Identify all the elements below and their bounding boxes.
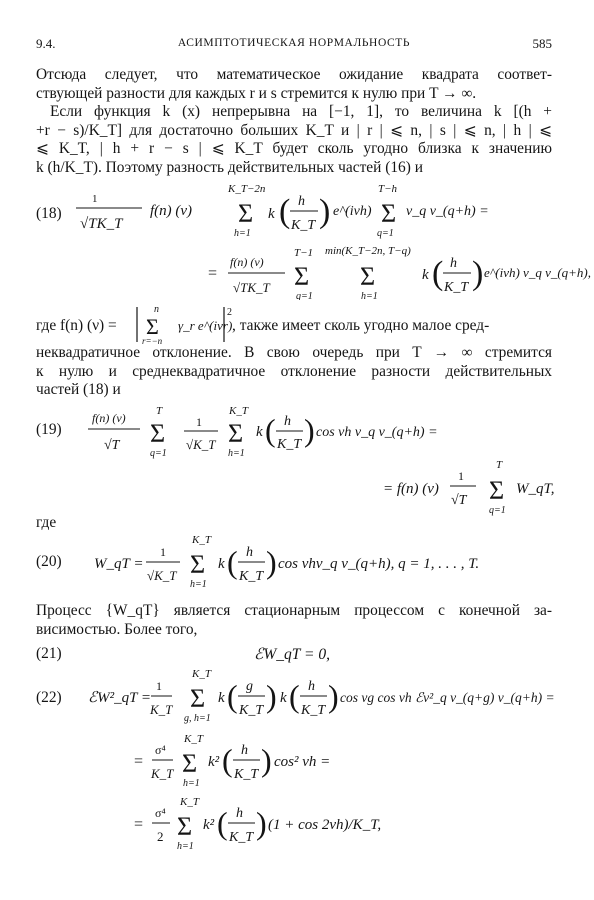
equation-label-18: (18) [36, 205, 62, 222]
sum-lower-limit: h=1 [190, 579, 207, 590]
frac-numerator: 1 [458, 469, 464, 483]
sum-sign: Σ [177, 812, 193, 841]
frac-denominator: K_T [150, 702, 173, 717]
sum-upper-limit: K_T [184, 733, 203, 745]
paren-right: ) [256, 805, 267, 841]
kernel-squared: k² [208, 754, 220, 770]
definition-tail: , также имеет сколь угодно малое сред- [232, 317, 490, 334]
sqrt-denominator: √TK_T [233, 280, 270, 295]
frac-denominator: K_T [277, 437, 302, 452]
sum-lower-limit: h=1 [361, 291, 378, 300]
spectral-f: f(n) (ν) [150, 203, 193, 219]
w-term: W_qT, [516, 481, 555, 497]
frac-numerator: 1 [92, 193, 98, 205]
sqrt-denominator: √K_T [147, 568, 177, 583]
frac-numerator: h [236, 806, 243, 821]
frac-denominator: K_T [239, 569, 264, 584]
frac-denominator: K_T [239, 703, 264, 718]
sum-lower-limit: h=1 [228, 448, 245, 459]
frac-numerator: 1 [160, 545, 166, 559]
text-line: неквадратичное отклонение. В свою очередь при T → ∞ стремится [36, 344, 552, 361]
frac-numerator: h [246, 545, 253, 560]
frac-numerator: σ⁴ [155, 743, 166, 757]
text-line: +r − s)/K_T] для достаточно больших K_T и | r | ⩽ n, | s | ⩽ n, | h | ⩽ [36, 121, 552, 139]
sum-sign: Σ [190, 550, 206, 579]
paragraph-2 [36, 103, 552, 177]
kernel-k: k [256, 424, 263, 440]
paren-right: ) [266, 678, 277, 714]
sum-upper-limit: T−h [378, 183, 398, 195]
sqrt-denominator: √T [104, 438, 120, 453]
frac-numerator: 1 [196, 415, 202, 429]
frac-numerator: h [241, 743, 248, 758]
sum-upper-limit: n [154, 304, 159, 315]
frac-numerator: σ⁴ [155, 806, 166, 820]
frac-numerator: f(n) (ν) [92, 411, 126, 425]
gamma-term: γ_r e^(iνr) [178, 318, 233, 333]
paren-left: ( [217, 805, 228, 841]
equals-sign: = [134, 753, 144, 770]
definition-lead: где f(n) (ν) = [36, 317, 117, 334]
paren-left: ( [227, 678, 238, 714]
frac-denominator: K_T [291, 218, 316, 233]
kernel-k: k [280, 690, 287, 706]
kernel-k: k [422, 267, 429, 283]
sum-upper-limit: T [496, 459, 503, 471]
running-header [36, 36, 552, 56]
where-word: где [36, 514, 57, 531]
paren-right: ) [472, 255, 484, 292]
exp-product-term: e^(iνh) v_q v_(q+h), [484, 265, 592, 280]
equation-20 [0, 530, 594, 594]
kernel-k: k [218, 690, 225, 706]
sum-upper-limit: T [156, 405, 163, 417]
sum-lower-limit: q=1 [489, 505, 506, 516]
equals-sign: = [134, 816, 144, 833]
equation-label-21: (21) [36, 645, 62, 662]
sum-lower-limit: q=1 [150, 448, 167, 459]
paren-left: ( [279, 193, 291, 230]
frac-numerator: 1 [156, 679, 162, 693]
text-line: Отсюда следует, что математическое ожидание квадрата соответ- [36, 66, 552, 83]
sum-sign: Σ [381, 199, 397, 228]
variance-lhs: ℰW²_qT = [88, 690, 152, 706]
frac-numerator: h [284, 414, 291, 429]
equation-22 [0, 662, 594, 862]
cos-squared-term: cos² νh = [274, 754, 331, 770]
cos-double-term: (1 + cos 2νh)/K_T, [268, 817, 382, 833]
sum-sign: Σ [150, 419, 166, 448]
text-line: k (h/K_T). Поэтому разность действительных частей (16) и [36, 158, 423, 176]
sum-lower-limit: h=1 [234, 228, 251, 239]
sqrt-denominator: √K_T [186, 437, 216, 452]
frac-denominator: K_T [234, 767, 259, 782]
sum-lower-limit: h=1 [177, 841, 194, 852]
sum-sign: Σ [228, 419, 244, 448]
text-line: ⩽ K_T, | h + r − s | ⩽ K_T будет сколь угодно близка к значению [36, 140, 552, 158]
frac-denominator: 2 [157, 829, 164, 844]
text-line: висимостью. Более того, [36, 620, 198, 638]
equation-label-19: (19) [36, 421, 62, 438]
equation-18 [0, 178, 594, 300]
paren-right: ) [319, 193, 331, 230]
paren-left: ( [265, 412, 276, 448]
text-line: ствующей разности для каждых r и s стремится к нулю при T → ∞. [36, 84, 477, 102]
sum-lower-limit: r=−n [142, 336, 163, 344]
text-line: частей (18) и [36, 381, 121, 399]
page-number: 585 [532, 36, 552, 51]
text-line: к нулю и среднеквадратичное отклонение разности действительных [36, 362, 552, 380]
paren-right: ) [261, 742, 272, 778]
frac-numerator: f(n) (ν) [230, 255, 264, 269]
frac-denominator: K_T [444, 280, 469, 295]
paren-left: ( [432, 255, 444, 292]
kernel-squared: k² [203, 817, 215, 833]
paren-right: ) [266, 544, 277, 580]
sum-lower-limit: q=1 [377, 228, 394, 239]
paren-left: ( [227, 544, 238, 580]
paragraph-4 [36, 602, 552, 639]
w-lhs: W_qT = [94, 556, 144, 572]
paragraph-3 [36, 344, 552, 400]
frac-numerator: h [450, 256, 457, 271]
product-term: v_q v_(q+h) = [406, 204, 489, 219]
frac-denominator: K_T [151, 766, 174, 781]
sum-sign: Σ [238, 199, 254, 228]
sum-lower-limit: h=1 [183, 778, 200, 789]
sum-upper-limit: K_T [192, 534, 211, 546]
sum-upper-limit: K_T [229, 405, 248, 417]
sum-lower-limit: g, h=1 [184, 713, 211, 724]
kernel-k: k [218, 556, 225, 572]
exponential: e^(iνh) [333, 204, 372, 219]
sum-sign: Σ [190, 684, 206, 713]
text-line: Процесс {W_qT} является стационарным процессом с конечной за- [36, 602, 552, 619]
sum-lower-limit: q=1 [296, 291, 313, 300]
frac-numerator: h [308, 679, 315, 694]
running-title: АСИМПТОТИЧЕСКАЯ НОРМАЛЬНОСТЬ [177, 37, 411, 49]
cosine-term: cos νh v_q v_(q+h) = [316, 425, 438, 440]
equals-sign: = [208, 265, 218, 282]
equation-19 [0, 400, 594, 520]
sum-upper-limit: T−1 [294, 247, 314, 259]
frac-numerator: g [246, 679, 253, 694]
sum-sign: Σ [146, 314, 159, 339]
equation-label-20: (20) [36, 553, 62, 570]
text-line: Если функция k (x) непрерывна на [−1, 1], то величина k [(h + [50, 103, 552, 120]
exponent: 2 [227, 307, 232, 318]
kernel-k: k [268, 206, 275, 222]
paragraph-1 [36, 66, 552, 103]
sum-sign: Σ [360, 262, 376, 291]
f-coefficient: = f(n) (ν) [383, 481, 439, 497]
sum-upper-limit: K_T [192, 668, 211, 680]
frac-denominator: K_T [229, 830, 254, 845]
paren-right: ) [304, 412, 315, 448]
sqrt-denominator: √TK_T [80, 216, 123, 232]
sum-sign: Σ [182, 749, 198, 778]
frac-denominator: K_T [301, 703, 326, 718]
paren-left: ( [289, 678, 300, 714]
sum-upper-limit: K_T [180, 796, 199, 808]
sum-upper-limit: K_T−2n [228, 183, 266, 195]
frac-numerator: h [298, 194, 305, 209]
paren-left: ( [222, 742, 233, 778]
sum-upper-limit: min(K_T−2n, T−q) [325, 245, 411, 257]
equation-21: ℰW_qT = 0, [254, 646, 330, 663]
sum-sign: Σ [489, 476, 505, 505]
moment-term: cos νg cos νh ℰv²_q v_(q+g) v_(q+h) = [340, 690, 555, 705]
inline-definition-f [0, 302, 594, 344]
sqrt-denominator: √T [451, 493, 467, 508]
sum-sign: Σ [294, 262, 310, 291]
section-number: 9.4. [36, 36, 56, 51]
equation-label-22: (22) [36, 689, 62, 706]
cosine-term: cos νhv_q v_(q+h), q = 1, . . . , T. [278, 556, 480, 572]
paren-right: ) [328, 678, 339, 714]
